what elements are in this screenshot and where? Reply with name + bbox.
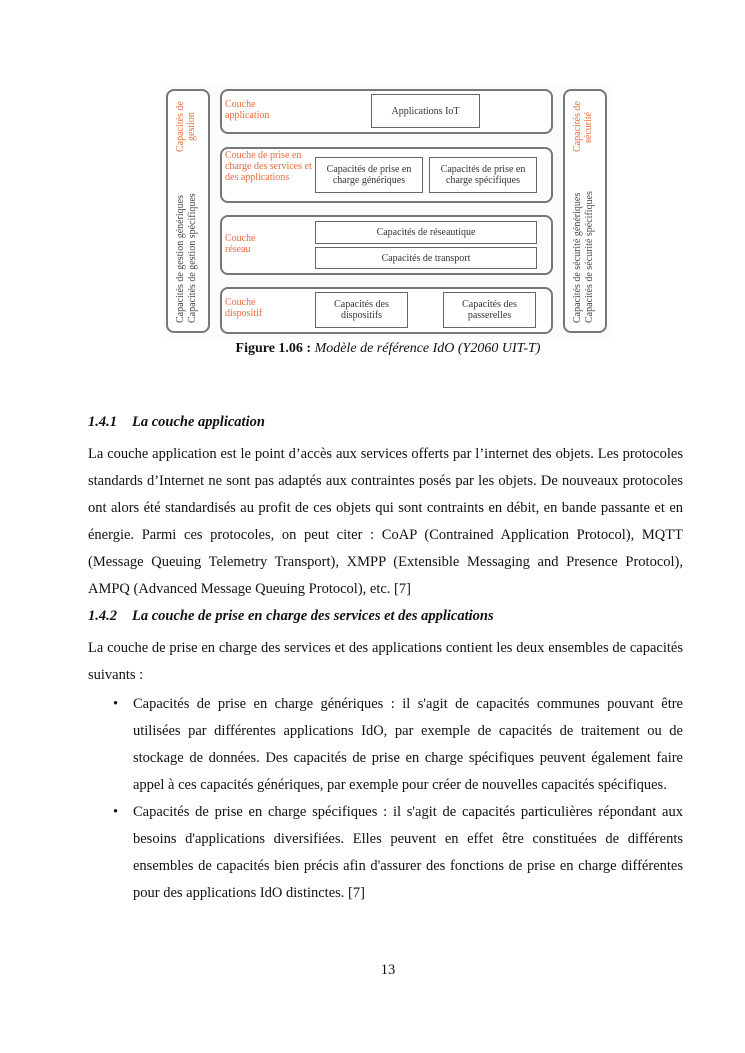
security-item: Capacités de sécurité génériques (572, 192, 583, 323)
section-title: La couche de prise en charge des services et des applications (132, 608, 494, 624)
layer-box: Applications IoT (371, 94, 480, 128)
layer-label: Couche réseau (225, 233, 256, 255)
layer-label: Couche dispositif (225, 297, 263, 319)
device-layer (220, 287, 553, 334)
application-layer (220, 89, 553, 134)
management-title: Capacités de gestion (175, 101, 197, 153)
bullet-list (88, 691, 683, 907)
layer-box: Capacités des passerelles (443, 292, 536, 328)
page-number: 13 (380, 962, 396, 978)
caption-label: Figure 1.06 : (235, 341, 312, 356)
layer-label: Couche de prise en charge des services et des applications (225, 150, 312, 183)
intro-text: La couche de prise en charge des services et des applications contient les deux ensembles de capacités suivants : (88, 640, 683, 683)
security-item: Capacités de sécurité spécifiques (584, 191, 595, 323)
section-title: La couche application (132, 414, 265, 430)
section-number: 1.4.1 (88, 414, 117, 430)
paragraph: La couche application est le point d’accès aux services offerts par l’internet des objets. Les protocoles standards d’Internet ne sont pas adaptés aux contraintes posés par les objets. De nouveaux protocoles ont alors été standardisés au profit de ces objets qui sont contraints en débit, en bande passante et en énergie. Parmi ces protocoles, on peut citer : CoAP (Contrained Application Protocol), MQTT (Message Queuing Telemetry Transport), XMPP (Extensible Messaging and Presence Protocol), AMPQ (Advanced Message Queuing Protocol), etc. [7] (88, 446, 683, 597)
security-title: Capacités de sécurité (572, 101, 594, 153)
section-heading (88, 414, 265, 431)
layer-box: Capacités de transport (315, 247, 537, 269)
paragraph (88, 635, 683, 907)
layer-label: Couche application (225, 99, 270, 121)
section-number: 1.4.2 (88, 608, 117, 624)
layer-box: Capacités de prise en charge génériques (315, 157, 423, 193)
management-column (166, 89, 210, 333)
list-item: • Capacités de prise en charge génériques : il s'agit de capacités communes pouvant être utilisées par différentes applications IdO, par exemple de capacités de traitement ou de stockage de données. Des capacités de prise en charge spécifiques peuvent également faire appel à ces capacités génériques, par exemple pour créer de nouvelles capacités spécifiques. (88, 691, 683, 799)
caption-text: Modèle de référence IdO (Y2060 UIT-T) (314, 341, 541, 356)
network-layer (220, 215, 553, 275)
list-item: • Capacités de prise en charge spécifiques : il s'agit de capacités particulières répondant aux besoins d'applications diversifiées. Elles peuvent en effet être constituées de différents ensembles de capacités bien précis afin d'assurer des fonctions de prise en charge différentes pour des applications IdO distinctes. [7] (88, 799, 683, 907)
service-support-layer (220, 147, 553, 203)
management-item: Capacités de gestion spécifiques (187, 193, 198, 323)
management-item: Capacités de gestion génériques (175, 194, 186, 323)
figure-caption (0, 341, 745, 357)
section-heading (88, 608, 494, 625)
layer-box: Capacités de réseautique (315, 221, 537, 244)
security-column (563, 89, 607, 333)
layer-box: Capacités des dispositifs (315, 292, 408, 328)
layer-box: Capacités de prise en charge spécifiques (429, 157, 537, 193)
iot-reference-model-figure (163, 86, 612, 338)
